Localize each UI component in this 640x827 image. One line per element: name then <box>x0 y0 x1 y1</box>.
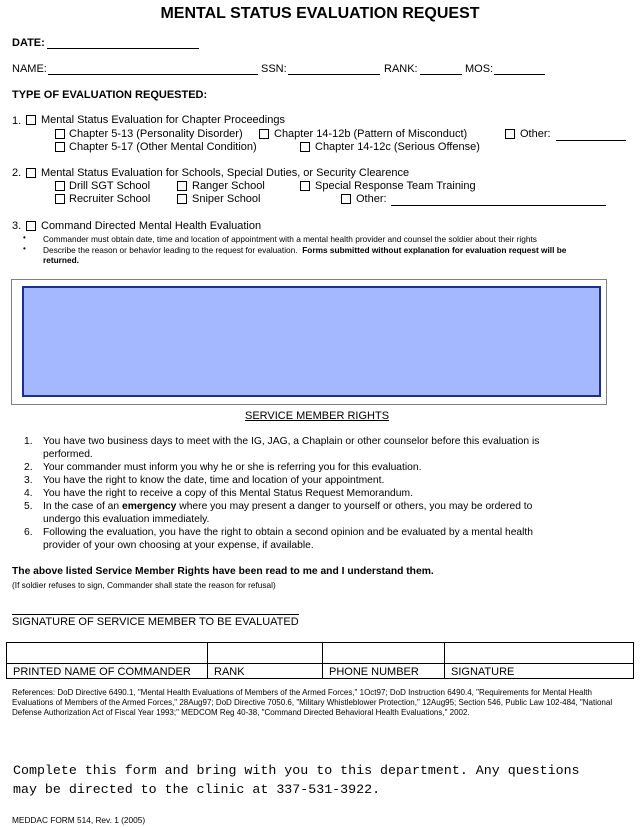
recruiter-label: Recruiter School <box>69 193 151 205</box>
section3-bullet1: Commander must obtain date, time and location of appointment with a mental health provider and counsel the soldier about their rights <box>43 234 537 244</box>
chapter-5-17-label: Chapter 5-17 (Other Mental Condition) <box>69 141 257 153</box>
chapter-14-12c-checkbox[interactable] <box>300 142 310 152</box>
right-1-text: You have two business days to meet with the IG, JAG, a Chaplain or other counselor before this evaluation is <box>43 436 540 447</box>
right-4-text: You have the right to receive a copy of this Mental Status Request Memorandum. <box>43 488 413 499</box>
section3-checkbox[interactable] <box>26 221 36 231</box>
table-header-name: PRINTED NAME OF COMMANDER <box>7 664 208 679</box>
section1-checkbox[interactable] <box>26 115 36 125</box>
sniper-label: Sniper School <box>192 193 261 205</box>
section1-other-field[interactable] <box>556 130 626 141</box>
commander-rank-field[interactable] <box>208 643 323 664</box>
right-5-text-cont: undergo this evaluation immediately. <box>43 514 210 525</box>
right-2-text: Your commander must inform you why he or she is referring you for this evaluation. <box>43 462 422 473</box>
chapter-5-17-checkbox[interactable] <box>55 142 65 152</box>
table-header-rank: RANK <box>208 664 323 679</box>
name-field[interactable] <box>48 64 258 75</box>
section2-other-checkbox[interactable] <box>341 194 351 204</box>
section1-number: 1. <box>12 115 22 127</box>
commander-table <box>6 642 634 679</box>
commander-name-field[interactable] <box>7 643 208 664</box>
type-heading: TYPE OF EVALUATION REQUESTED: <box>12 89 208 101</box>
mos-field[interactable] <box>494 64 545 75</box>
date-label: DATE: <box>12 37 45 49</box>
chapter-14-12b-label: Chapter 14-12b (Pattern of Misconduct) <box>274 128 468 140</box>
section2-title: Mental Status Evaluation for Schools, Special Duties, or Security Clearence <box>41 167 410 179</box>
chapter-5-13-label: Chapter 5-13 (Personality Disorder) <box>69 128 243 140</box>
right-6-text-cont: provider of your own choosing at your expense, if available. <box>43 540 314 551</box>
instruction-line-1: Complete this form and bring with you to this department. Any questions <box>13 763 580 778</box>
section2-checkbox[interactable] <box>26 168 36 178</box>
section2-other-field[interactable] <box>391 195 606 206</box>
rank-field[interactable] <box>420 64 462 75</box>
bullet-icon: • <box>23 244 26 253</box>
instruction-line-2: may be directed to the clinic at 337-531-3922. <box>13 782 381 797</box>
ssn-field[interactable] <box>288 64 380 75</box>
table-header-signature: SIGNATURE <box>445 664 634 679</box>
acknowledgement-note: (If soldier refuses to sign, Commander shall state the reason for refusal) <box>12 580 276 590</box>
chapter-14-12c-label: Chapter 14-12c (Serious Offense) <box>315 141 480 153</box>
rights-heading: SERVICE MEMBER RIGHTS <box>245 410 390 422</box>
right-4-number: 4. <box>24 488 33 499</box>
right-5-text: In the case of an emergency where you may present a danger to yourself or others, you may be ordered to <box>43 501 533 512</box>
drill-sgt-label: Drill SGT School <box>69 180 151 192</box>
section1-other-checkbox[interactable] <box>505 129 515 139</box>
right-1-text-cont: performed. <box>43 449 93 460</box>
right-3-text: You have the right to know the date, time and location of your appointment. <box>43 475 385 486</box>
sniper-checkbox[interactable] <box>177 194 187 204</box>
form-title: MENTAL STATUS EVALUATION REQUEST <box>160 5 480 22</box>
right-5-number: 5. <box>24 501 33 512</box>
table-header-phone: PHONE NUMBER <box>323 664 445 679</box>
commander-phone-field[interactable] <box>323 643 445 664</box>
section1-other-label: Other: <box>520 128 551 140</box>
recruiter-checkbox[interactable] <box>55 194 65 204</box>
section1-title: Mental Status Evaluation for Chapter Proceedings <box>41 114 285 126</box>
special-response-label: Special Response Team Training <box>315 180 476 192</box>
signature-label: SIGNATURE OF SERVICE MEMBER TO BE EVALUATED <box>12 616 299 628</box>
right-2-number: 2. <box>24 462 33 473</box>
drill-sgt-checkbox[interactable] <box>55 181 65 191</box>
chapter-5-13-checkbox[interactable] <box>55 129 65 139</box>
right-6-number: 6. <box>24 527 33 538</box>
ranger-label: Ranger School <box>192 180 265 192</box>
section3-bullet2-cont: returned. <box>43 255 79 265</box>
right-6-text: Following the evaluation, you have the right to obtain a second opinion and be evaluated by a mental health <box>43 527 534 538</box>
rank-label: RANK: <box>384 63 418 75</box>
ranger-checkbox[interactable] <box>177 181 187 191</box>
date-field[interactable] <box>47 38 199 49</box>
right-3-number: 3. <box>24 475 33 486</box>
references-text: References: DoD Directive 6490.1, "Mental Health Evaluations of Members of the Armed Forces," 1Oct97; DoD Instruction 6490.4, "Requirements for Mental Health Evaluations of Members of the Armed Forces," 28Aug97; DoD Directive 7050.6, "Military Whistleblower Protection," 12Aug95; Section 546, Public Law 102-484, "National Defense Authorization Act of Fiscal Year 1993;" MEDCOM Reg 40-38, "Command Directed Behavioral Health Evaluations," 2002. <box>12 688 613 717</box>
section2-number: 2. <box>12 167 22 179</box>
section3-number: 3. <box>12 220 22 232</box>
section2-other-label: Other: <box>356 193 387 205</box>
mos-label: MOS: <box>465 63 494 75</box>
commander-signature-field[interactable] <box>445 643 634 664</box>
section3-title: Command Directed Mental Health Evaluation <box>41 220 262 232</box>
form-number: MEDDAC FORM 514, Rev. 1 (2005) <box>12 815 146 825</box>
right-1-number: 1. <box>24 436 33 447</box>
section3-bullet2: Describe the reason or behavior leading to the request for evaluation. Forms submitted without explanation for evaluation request will be <box>43 245 567 255</box>
acknowledgement-text: The above listed Service Member Rights have been read to me and I understand them. <box>12 566 434 577</box>
chapter-14-12b-checkbox[interactable] <box>259 129 269 139</box>
member-signature-field[interactable] <box>12 604 299 615</box>
ssn-label: SSN: <box>261 63 287 75</box>
bullet-icon: • <box>23 233 26 242</box>
special-response-checkbox[interactable] <box>300 181 310 191</box>
explanation-text-area[interactable] <box>22 286 601 397</box>
name-label: NAME: <box>12 63 47 75</box>
